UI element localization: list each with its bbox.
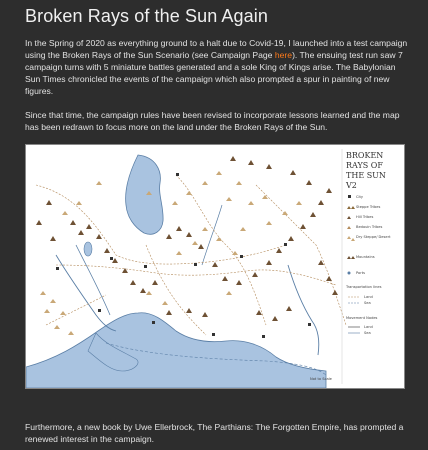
river — [76, 245, 110, 315]
map-title-line: THE SUN — [346, 171, 386, 180]
river — [56, 255, 116, 331]
desert-markers — [40, 171, 302, 335]
land-routes — [36, 175, 346, 335]
caspian-sea — [126, 155, 164, 234]
port-icon — [348, 272, 351, 275]
movement-title: Movement Nodes — [346, 316, 378, 320]
movement-land: Land — [364, 325, 373, 329]
legend-hill: Hill Tribes — [356, 215, 374, 219]
scale-note: Not to Scale — [310, 377, 332, 381]
transport-sea: Sea — [364, 301, 371, 305]
intro-text-before: In the Spring of 2020 as everything ground to a halt due to Covid-19, I launched into a test campaign using the Broken Rays of the Sun Scenario (see Campaign Page — [25, 38, 408, 60]
legend-mountains: Mountains — [356, 255, 375, 259]
lake — [84, 242, 92, 256]
revision-paragraph: Since that time, the campaign rules have been revised to incorporate lessons learned and the map has been redrawn to focus more on the land under the Broken Rays of the Sun. — [25, 110, 400, 132]
legend-city: City — [356, 195, 364, 199]
mountain-icon — [347, 256, 355, 259]
campaign-map — [25, 144, 405, 389]
legend-steppe: Steppe Tribes — [356, 205, 381, 209]
map-title-line: BROKEN — [346, 151, 384, 160]
legend-ports: Ports — [356, 271, 365, 275]
city-icon — [348, 195, 351, 198]
bedouin-tribe-icon — [347, 226, 351, 229]
desert-icon — [347, 236, 355, 241]
transport-land: Land — [364, 295, 373, 299]
persian-gulf — [26, 313, 326, 388]
map-title-line: RAYS OF — [346, 161, 383, 170]
steppe-tribe-icon — [347, 206, 355, 209]
book-paragraph: Furthermore, a new book by Uwe Ellerbrock, The Parthians: The Forgotten Empire, has prompted a renewed interest in the campaign. — [25, 422, 404, 444]
map-title-line: V2 — [346, 181, 357, 190]
legend-bedouin: Bedouin Tribes — [356, 225, 383, 229]
map-drawing — [26, 145, 404, 388]
page-title: Broken Rays of the Sun Again — [25, 6, 268, 26]
intro-text-after: ). The ensuing test run saw 7 campaign turns with 5 miniature battles generated and a sole King of Kings arise. The Babylonian Sun Times chronicled the events of the campaign which also prompted a spur in painting of new figures. — [25, 50, 403, 96]
mountain-markers — [36, 156, 338, 321]
intro-paragraph — [25, 37, 410, 97]
campaign-page-link[interactable]: here — [274, 50, 293, 60]
hill-tribe-icon — [347, 216, 351, 219]
transport-title: Transportation lines — [346, 285, 382, 289]
legend-desert: Dry Steppe/ Desert — [356, 235, 391, 239]
movement-sea: Sea — [364, 331, 371, 335]
map-legend — [310, 195, 391, 381]
river — [202, 205, 222, 265]
